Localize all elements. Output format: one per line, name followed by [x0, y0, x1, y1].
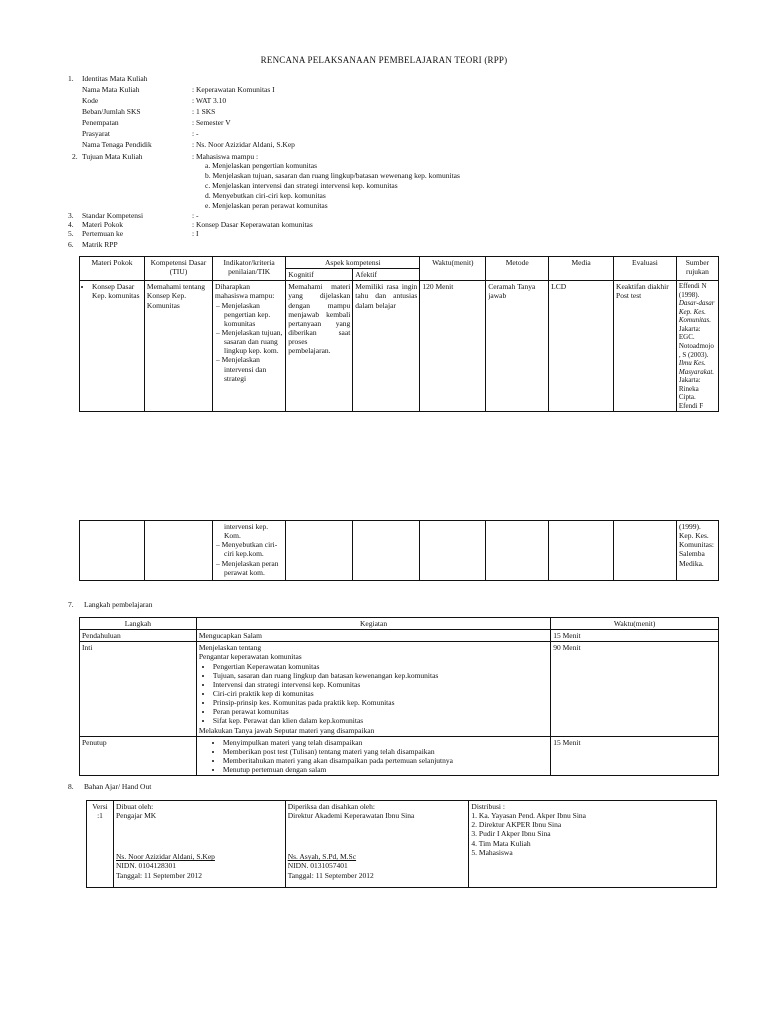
header-waktu: Waktu(menit) — [551, 618, 719, 630]
inti-closing: Melakukan Tanya jawab Seputar materi yang disampaikan — [198, 725, 375, 735]
field-value: : WAT 3.10 — [192, 96, 227, 105]
indikator-item: – Menjelaskan intervensi dan strategi — [224, 355, 283, 382]
document-title: RENCANA PELAKSANAAN PEMBELAJARAN TEORI (RPP) — [260, 55, 508, 65]
field-value: : Keperawatan Komunitas I — [192, 85, 275, 94]
header-langkah: Langkah — [80, 618, 197, 630]
cell-indikator — [212, 281, 285, 412]
header-kompetensi: Kompetensi Dasar (TIU) — [144, 257, 212, 281]
tujuan-item: b. Menjelaskan tujuan, sasaran dan ruang lingkup/batasan wewenang kep. komunitas — [205, 171, 460, 180]
field-value: : Semester V — [192, 118, 231, 127]
inti-item: • Prinsip-prinsip kes. Komunitas pada praktik kep. Komunitas — [213, 698, 548, 707]
header-media: Media — [549, 257, 614, 281]
diperiksa-tanggal: Tanggal: 11 September 2012 — [287, 870, 374, 880]
cell-diperiksa — [285, 801, 469, 888]
header-sumber: Sumber rujukan — [676, 257, 718, 281]
field-value: : 1 SKS — [192, 107, 216, 116]
section-number: 6. — [68, 240, 74, 249]
field-label: Tujuan Mata Kuliah — [82, 152, 143, 161]
penutup-item: • Memberitahukan materi yang akan disampaikan pada pertemuan selanjutnya — [223, 756, 548, 765]
cell-evaluasi: Keaktifan diakhir Post test — [614, 281, 677, 412]
field-label: Pertemuan ke — [82, 229, 124, 238]
kegiatan-pendahuluan: Mengucapkan Salam — [196, 630, 550, 642]
inti-item: • Ciri-ciri praktik kep di komunitas — [213, 689, 548, 698]
kegiatan-penutup — [196, 736, 550, 776]
tujuan-item: d. Menyebutkan ciri-ciri kep. komunitas — [205, 191, 326, 200]
cell-sumber — [676, 281, 718, 412]
field-value: : Ns. Noor Azizidar Aldani, S.Kep — [192, 140, 295, 149]
cell-kompetensi: Memahami tentang Konsep Kep. Komunitas — [144, 281, 212, 412]
section-heading: Identitas Mata Kuliah — [82, 74, 148, 83]
dibuat-nidn: NIDN. 0104128301 — [115, 861, 176, 871]
indikator-item: – Menjelaskan pengertian kep. komunitas — [224, 301, 283, 328]
cell-kognitif — [286, 521, 353, 581]
distribusi-item: 2. Direktur AKPER Ibnu Sina — [471, 820, 562, 830]
penutup-item: • Menutup pertemuan dengan salam — [223, 765, 548, 774]
field-label: Prasyarat — [82, 129, 110, 138]
inti-line: Pengantar keperawatan komunitas — [198, 652, 302, 662]
cell-distribusi — [469, 801, 717, 888]
diperiksa-label: Diperiksa dan disahkan oleh: — [287, 802, 375, 811]
section-number: 5. — [68, 229, 74, 238]
langkah-penutup: Penutup — [80, 736, 197, 776]
sumber-title: Dasar-dasar Kep. Kes. Komunitas. — [678, 299, 715, 325]
section-number: 7. — [68, 600, 74, 609]
matrik-table-continued — [79, 520, 719, 581]
penutup-item: • Memberikan post test (Tulisan) tentang materi yang telah disampaikan — [223, 747, 548, 756]
field-value: : - — [192, 129, 199, 138]
field-label: Standar Kompetensi — [82, 211, 144, 220]
cell-media: LCD — [549, 281, 614, 412]
section-number: 4. — [68, 220, 74, 229]
distribusi-item: 4. Tim Mata Kuliah — [471, 838, 531, 848]
indikator-intro: Diharapkan mahasiswa mampu: — [214, 282, 275, 301]
section-number: 2. — [72, 152, 78, 161]
indikator-item: – Menjelaskan peran perawat kom. — [224, 559, 283, 577]
langkah-inti: Inti — [80, 642, 197, 736]
header-metode: Metode — [486, 257, 549, 281]
inti-item: • Pengertian Keperawatan komunitas — [213, 662, 548, 671]
waktu-inti: 90 Menit — [551, 642, 719, 736]
distribusi-item: 3. Pudir I Akper Ibnu Sina — [471, 829, 551, 839]
cell-waktu — [420, 521, 486, 581]
header-evaluasi: Evaluasi — [614, 257, 677, 281]
section-number: 8. — [68, 782, 74, 791]
section-heading: Bahan Ajar/ Hand Out — [84, 782, 152, 791]
section-number: 3. — [68, 211, 74, 220]
sumber-author: Efendi F — [678, 401, 704, 410]
field-label: Materi Pokok — [82, 220, 124, 229]
langkah-pendahuluan: Pendahuluan — [80, 630, 197, 642]
cell-dibuat — [113, 801, 285, 888]
section-number: 1. — [68, 74, 74, 83]
field-label: Nama Tenaga Pendidik — [82, 140, 152, 149]
indikator-continued: intervensi kep. Kom. — [224, 522, 269, 541]
field-value: : I — [192, 229, 199, 238]
tujuan-item: e. Menjelaskan peran perawat komunitas — [205, 201, 328, 210]
dibuat-name: Ns. Noor Azizidar Aldani, S.Kep — [115, 852, 215, 862]
indikator-item: – Menjelaskan tujuan, sasaran dan ruang lingkup kep. kom. — [224, 328, 283, 355]
cell-evaluasi — [614, 521, 677, 581]
distribusi-item: 5. Mahasiswa — [471, 847, 513, 857]
field-label: Beban/Jumlah SKS — [82, 107, 141, 116]
cell-materi — [80, 281, 145, 412]
field-value: : Mahasiswa mampu : — [192, 152, 259, 161]
cell-sumber: (1999). Kep. Kes. Komunitas: Salemba Medika. — [677, 521, 719, 581]
distribusi-label: Distribusi : — [471, 802, 505, 811]
sumber-publisher: Jakarta: Rineka Cipta. — [678, 376, 701, 402]
cell-materi — [80, 521, 145, 581]
header-materi: Materi Pokok — [80, 257, 145, 281]
inti-item: • Peran perawat komunitas — [213, 707, 548, 716]
inti-line: Menjelaskan tentang — [198, 643, 262, 653]
cell-afektif — [353, 521, 420, 581]
materi-item: • Konsep Dasar Kep. komunitas — [92, 282, 142, 300]
field-value: : - — [192, 211, 199, 220]
header-kognitif: Kognitif — [286, 269, 353, 281]
field-value: : Konsep Dasar Keperawatan komunitas — [192, 220, 313, 229]
header-kegiatan: Kegiatan — [196, 618, 550, 630]
tujuan-item: c. Menjelaskan intervensi dan strategi intervensi kep. komunitas — [205, 181, 398, 190]
field-label: Matrik RPP — [82, 240, 118, 249]
sumber-author: Notoadmojo , S (2003). — [678, 342, 714, 359]
cell-afektif: Memiliki rasa ingin tahu dan antusias dalam belajar — [353, 281, 420, 412]
indikator-item: – Menyebutkan ciri-ciri kep.kom. — [224, 540, 283, 558]
matrik-table — [79, 256, 719, 412]
diperiksa-name: Ns. Asyah, S.Pd, M.Sc — [287, 852, 357, 862]
diperiksa-nidn: NIDN. 0131057401 — [287, 861, 348, 871]
field-label: Penempatan — [82, 118, 119, 127]
cell-indikator — [213, 521, 286, 581]
waktu-penutup: 15 Menit — [551, 736, 719, 776]
sumber-author: Effendi N (1998). — [678, 282, 707, 299]
field-label: Kode — [82, 96, 99, 105]
cell-kognitif: Memahami materi yang dijelaskan dengan mampu menjawab kembali pertanyaan yang diberikan saat proses pembelajaran. — [286, 281, 353, 412]
dibuat-label: Dibuat oleh: — [115, 802, 154, 811]
field-label: Nama Mata Kuliah — [82, 85, 140, 94]
cell-versi: Versi :1 — [87, 801, 114, 888]
kegiatan-inti — [196, 642, 550, 736]
approval-table — [86, 800, 717, 888]
inti-item: • Tujuan, sasaran dan ruang lingkup dan batasan kewenangan kep.komunitas — [213, 671, 548, 680]
header-afektif: Afektif — [353, 269, 420, 281]
langkah-table — [79, 617, 719, 776]
cell-media — [549, 521, 614, 581]
distribusi-item: 1. Ka. Yayasan Pend. Akper Ibnu Sina — [471, 811, 586, 821]
cell-waktu: 120 Menit — [420, 281, 486, 412]
cell-kompetensi — [144, 521, 212, 581]
cell-metode — [486, 521, 549, 581]
sumber-publisher: Jakarta: EGC. — [678, 324, 701, 342]
section-heading: Langkah pembelajaran — [84, 600, 153, 609]
inti-item: • Sifat kep. Perawat dan klien dalam kep.komunitas — [213, 716, 548, 725]
header-waktu: Waktu(menit) — [420, 257, 486, 281]
sumber-title: Ilmu Kes. Masyarakat. — [678, 359, 715, 376]
dibuat-tanggal: Tanggal: 11 September 2012 — [115, 870, 203, 880]
dibuat-role: Pengajar MK — [115, 811, 157, 821]
tujuan-item: a. Menjelaskan pengertian komunitas — [205, 161, 318, 170]
diperiksa-role: Direktur Akademi Keperawatan Ibnu Sina — [287, 811, 415, 821]
waktu-pendahuluan: 15 Menit — [551, 630, 719, 642]
header-indikator: Indikator/kriteria penilaian/TIK — [212, 257, 285, 281]
header-aspek: Aspek kompetensi — [286, 257, 420, 269]
penutup-item: • Menyimpulkan materi yang telah disampaikan — [223, 738, 548, 747]
inti-item: • Intervensi dan strategi intervensi kep. Komunitas — [213, 680, 548, 689]
cell-metode: Ceramah Tanya jawab — [486, 281, 549, 412]
